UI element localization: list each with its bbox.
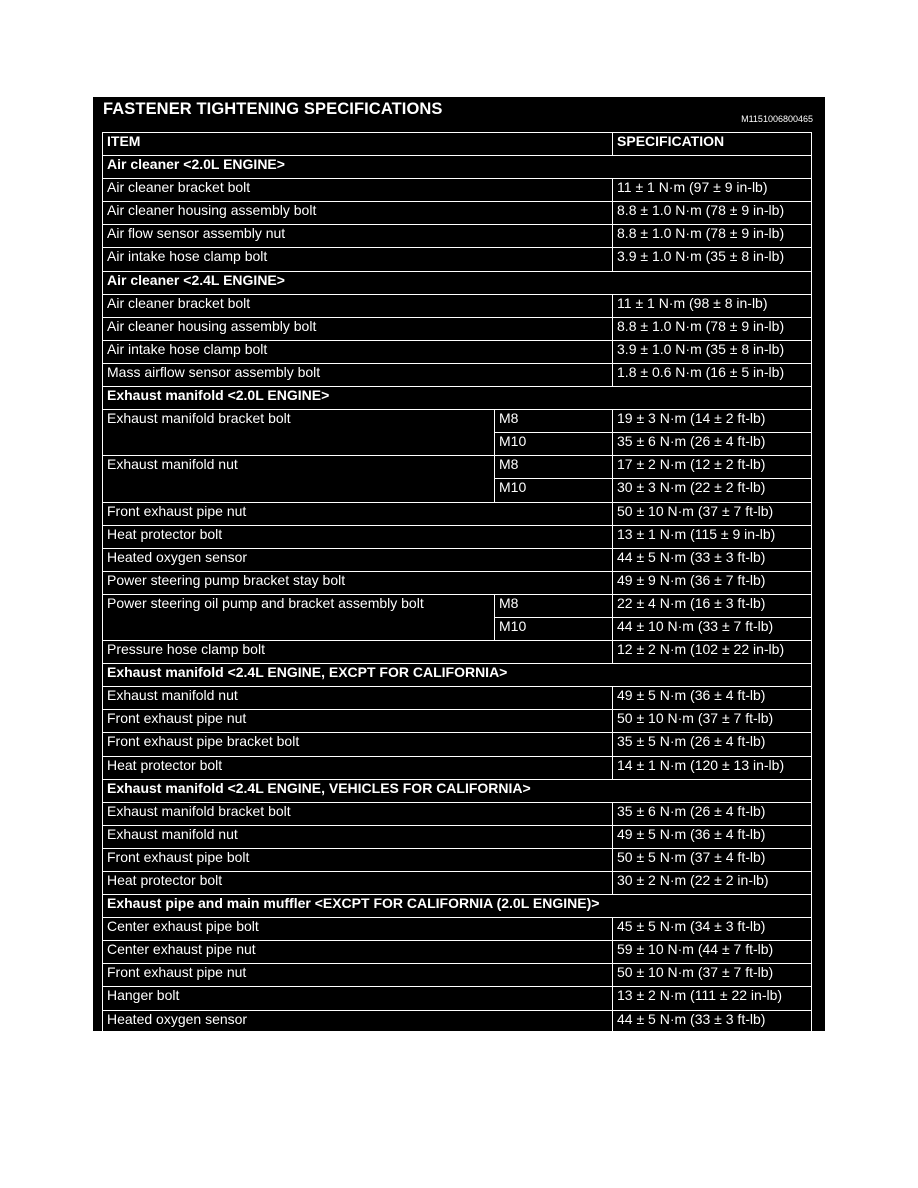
section-row [103, 779, 812, 802]
table-row [103, 872, 812, 895]
torque-spec: 35 ± 6 N·m (26 ± 4 ft-lb) [613, 433, 812, 456]
table-row [103, 179, 812, 202]
table-row [103, 848, 812, 871]
torque-spec: 1.8 ± 0.6 N·m (16 ± 5 in-lb) [613, 363, 812, 386]
bolt-size: M10 [495, 617, 613, 640]
section-title: Air cleaner <2.4L ENGINE> [103, 271, 812, 294]
item-name: Air intake hose clamp bolt [103, 340, 613, 363]
torque-spec: 50 ± 5 N·m (37 ± 4 ft-lb) [613, 848, 812, 871]
item-name: Heat protector bolt [103, 756, 613, 779]
torque-spec: 8.8 ± 1.0 N·m (78 ± 9 in-lb) [613, 225, 812, 248]
table-row [103, 756, 812, 779]
table-row [103, 317, 812, 340]
item-name: Front exhaust pipe nut [103, 964, 613, 987]
item-name: Power steering pump bracket stay bolt [103, 571, 613, 594]
torque-spec: 11 ± 1 N·m (98 ± 8 in-lb) [613, 294, 812, 317]
item-name: Air cleaner bracket bolt [103, 294, 613, 317]
section-row [103, 664, 812, 687]
torque-spec: 11 ± 1 N·m (97 ± 9 in-lb) [613, 179, 812, 202]
torque-spec: 13 ± 1 N·m (115 ± 9 in-lb) [613, 525, 812, 548]
torque-spec: 50 ± 10 N·m (37 ± 7 ft-lb) [613, 964, 812, 987]
table-row [103, 410, 812, 433]
bolt-size: M10 [495, 479, 613, 502]
torque-spec: 13 ± 2 N·m (111 ± 22 in-lb) [613, 987, 812, 1010]
item-name: Hanger bolt [103, 987, 613, 1010]
item-name: Pressure hose clamp bolt [103, 641, 613, 664]
section-row [103, 156, 812, 179]
item-name: Exhaust manifold bracket bolt [103, 410, 495, 456]
table-row [103, 710, 812, 733]
table-row [103, 525, 812, 548]
torque-spec: 22 ± 4 N·m (16 ± 3 ft-lb) [613, 594, 812, 617]
spec-table [102, 132, 812, 1034]
item-name: Front exhaust pipe nut [103, 710, 613, 733]
header-item: ITEM [103, 133, 613, 156]
table-row [103, 548, 812, 571]
torque-spec: 50 ± 10 N·m (37 ± 7 ft-lb) [613, 502, 812, 525]
torque-spec: 12 ± 2 N·m (102 ± 22 in-lb) [613, 641, 812, 664]
item-name: Heated oxygen sensor [103, 548, 613, 571]
section-title: Exhaust manifold <2.4L ENGINE, VEHICLES FOR CALIFORNIA> [103, 779, 812, 802]
table-row [103, 964, 812, 987]
torque-spec: 59 ± 10 N·m (44 ± 7 ft-lb) [613, 941, 812, 964]
torque-spec: 35 ± 6 N·m (26 ± 4 ft-lb) [613, 802, 812, 825]
torque-spec: 44 ± 5 N·m (33 ± 3 ft-lb) [613, 1010, 812, 1033]
item-name: Center exhaust pipe bolt [103, 918, 613, 941]
torque-spec: 35 ± 5 N·m (26 ± 4 ft-lb) [613, 733, 812, 756]
item-name: Front exhaust pipe nut [103, 502, 613, 525]
torque-spec: 17 ± 2 N·m (12 ± 2 ft-lb) [613, 456, 812, 479]
item-name: Air flow sensor assembly nut [103, 225, 613, 248]
table-row [103, 571, 812, 594]
bolt-size: M8 [495, 594, 613, 617]
table-row [103, 248, 812, 271]
bolt-size: M8 [495, 456, 613, 479]
bolt-size: M8 [495, 410, 613, 433]
item-name: Exhaust manifold nut [103, 456, 495, 502]
torque-spec: 44 ± 5 N·m (33 ± 3 ft-lb) [613, 548, 812, 571]
item-name: Air cleaner housing assembly bolt [103, 317, 613, 340]
torque-spec: 30 ± 2 N·m (22 ± 2 in-lb) [613, 872, 812, 895]
item-name: Exhaust manifold nut [103, 825, 613, 848]
item-name: Center exhaust pipe nut [103, 941, 613, 964]
torque-spec: 19 ± 3 N·m (14 ± 2 ft-lb) [613, 410, 812, 433]
table-row [103, 733, 812, 756]
table-row [103, 225, 812, 248]
torque-spec: 44 ± 10 N·m (33 ± 7 ft-lb) [613, 617, 812, 640]
item-name: Air cleaner bracket bolt [103, 179, 613, 202]
table-header-row [103, 133, 812, 156]
item-name: Power steering oil pump and bracket assembly bolt [103, 594, 495, 640]
table-row [103, 1010, 812, 1033]
item-name: Front exhaust pipe bracket bolt [103, 733, 613, 756]
section-row [103, 271, 812, 294]
table-row [103, 641, 812, 664]
torque-spec: 8.8 ± 1.0 N·m (78 ± 9 in-lb) [613, 202, 812, 225]
torque-spec: 8.8 ± 1.0 N·m (78 ± 9 in-lb) [613, 317, 812, 340]
item-name: Exhaust manifold nut [103, 687, 613, 710]
torque-spec: 30 ± 3 N·m (22 ± 2 ft-lb) [613, 479, 812, 502]
torque-spec: 45 ± 5 N·m (34 ± 3 ft-lb) [613, 918, 812, 941]
document-code: M1151006800465 [741, 114, 813, 124]
table-row [103, 294, 812, 317]
item-name: Heat protector bolt [103, 525, 613, 548]
item-name: Front exhaust pipe bolt [103, 848, 613, 871]
table-row [103, 340, 812, 363]
table-row [103, 687, 812, 710]
table-row [103, 825, 812, 848]
item-name: Mass airflow sensor assembly bolt [103, 363, 613, 386]
torque-spec: 50 ± 10 N·m (37 ± 7 ft-lb) [613, 710, 812, 733]
table-row [103, 918, 812, 941]
table-row [103, 941, 812, 964]
bolt-size: M10 [495, 433, 613, 456]
item-name: Air cleaner housing assembly bolt [103, 202, 613, 225]
section-title: Air cleaner <2.0L ENGINE> [103, 156, 812, 179]
torque-spec: 3.9 ± 1.0 N·m (35 ± 8 in-lb) [613, 340, 812, 363]
table-row [103, 594, 812, 617]
section-title: Exhaust pipe and main muffler <EXCPT FOR CALIFORNIA (2.0L ENGINE)> [103, 895, 812, 918]
page-title: FASTENER TIGHTENING SPECIFICATIONS [103, 100, 443, 118]
torque-spec: 14 ± 1 N·m (120 ± 13 in-lb) [613, 756, 812, 779]
item-name: Air intake hose clamp bolt [103, 248, 613, 271]
torque-spec: 49 ± 9 N·m (36 ± 7 ft-lb) [613, 571, 812, 594]
table-row [103, 502, 812, 525]
table-row [103, 802, 812, 825]
torque-spec: 3.9 ± 1.0 N·m (35 ± 8 in-lb) [613, 248, 812, 271]
section-row [103, 387, 812, 410]
torque-spec: 49 ± 5 N·m (36 ± 4 ft-lb) [613, 825, 812, 848]
torque-spec: 49 ± 5 N·m (36 ± 4 ft-lb) [613, 687, 812, 710]
item-name: Heated oxygen sensor [103, 1010, 613, 1033]
section-title: Exhaust manifold <2.0L ENGINE> [103, 387, 812, 410]
item-name: Heat protector bolt [103, 872, 613, 895]
section-row [103, 895, 812, 918]
table-row [103, 456, 812, 479]
spec-sheet [93, 97, 825, 1031]
header-specification: SPECIFICATION [613, 133, 812, 156]
table-row [103, 202, 812, 225]
table-row [103, 987, 812, 1010]
item-name: Exhaust manifold bracket bolt [103, 802, 613, 825]
table-row [103, 363, 812, 386]
section-title: Exhaust manifold <2.4L ENGINE, EXCPT FOR CALIFORNIA> [103, 664, 812, 687]
